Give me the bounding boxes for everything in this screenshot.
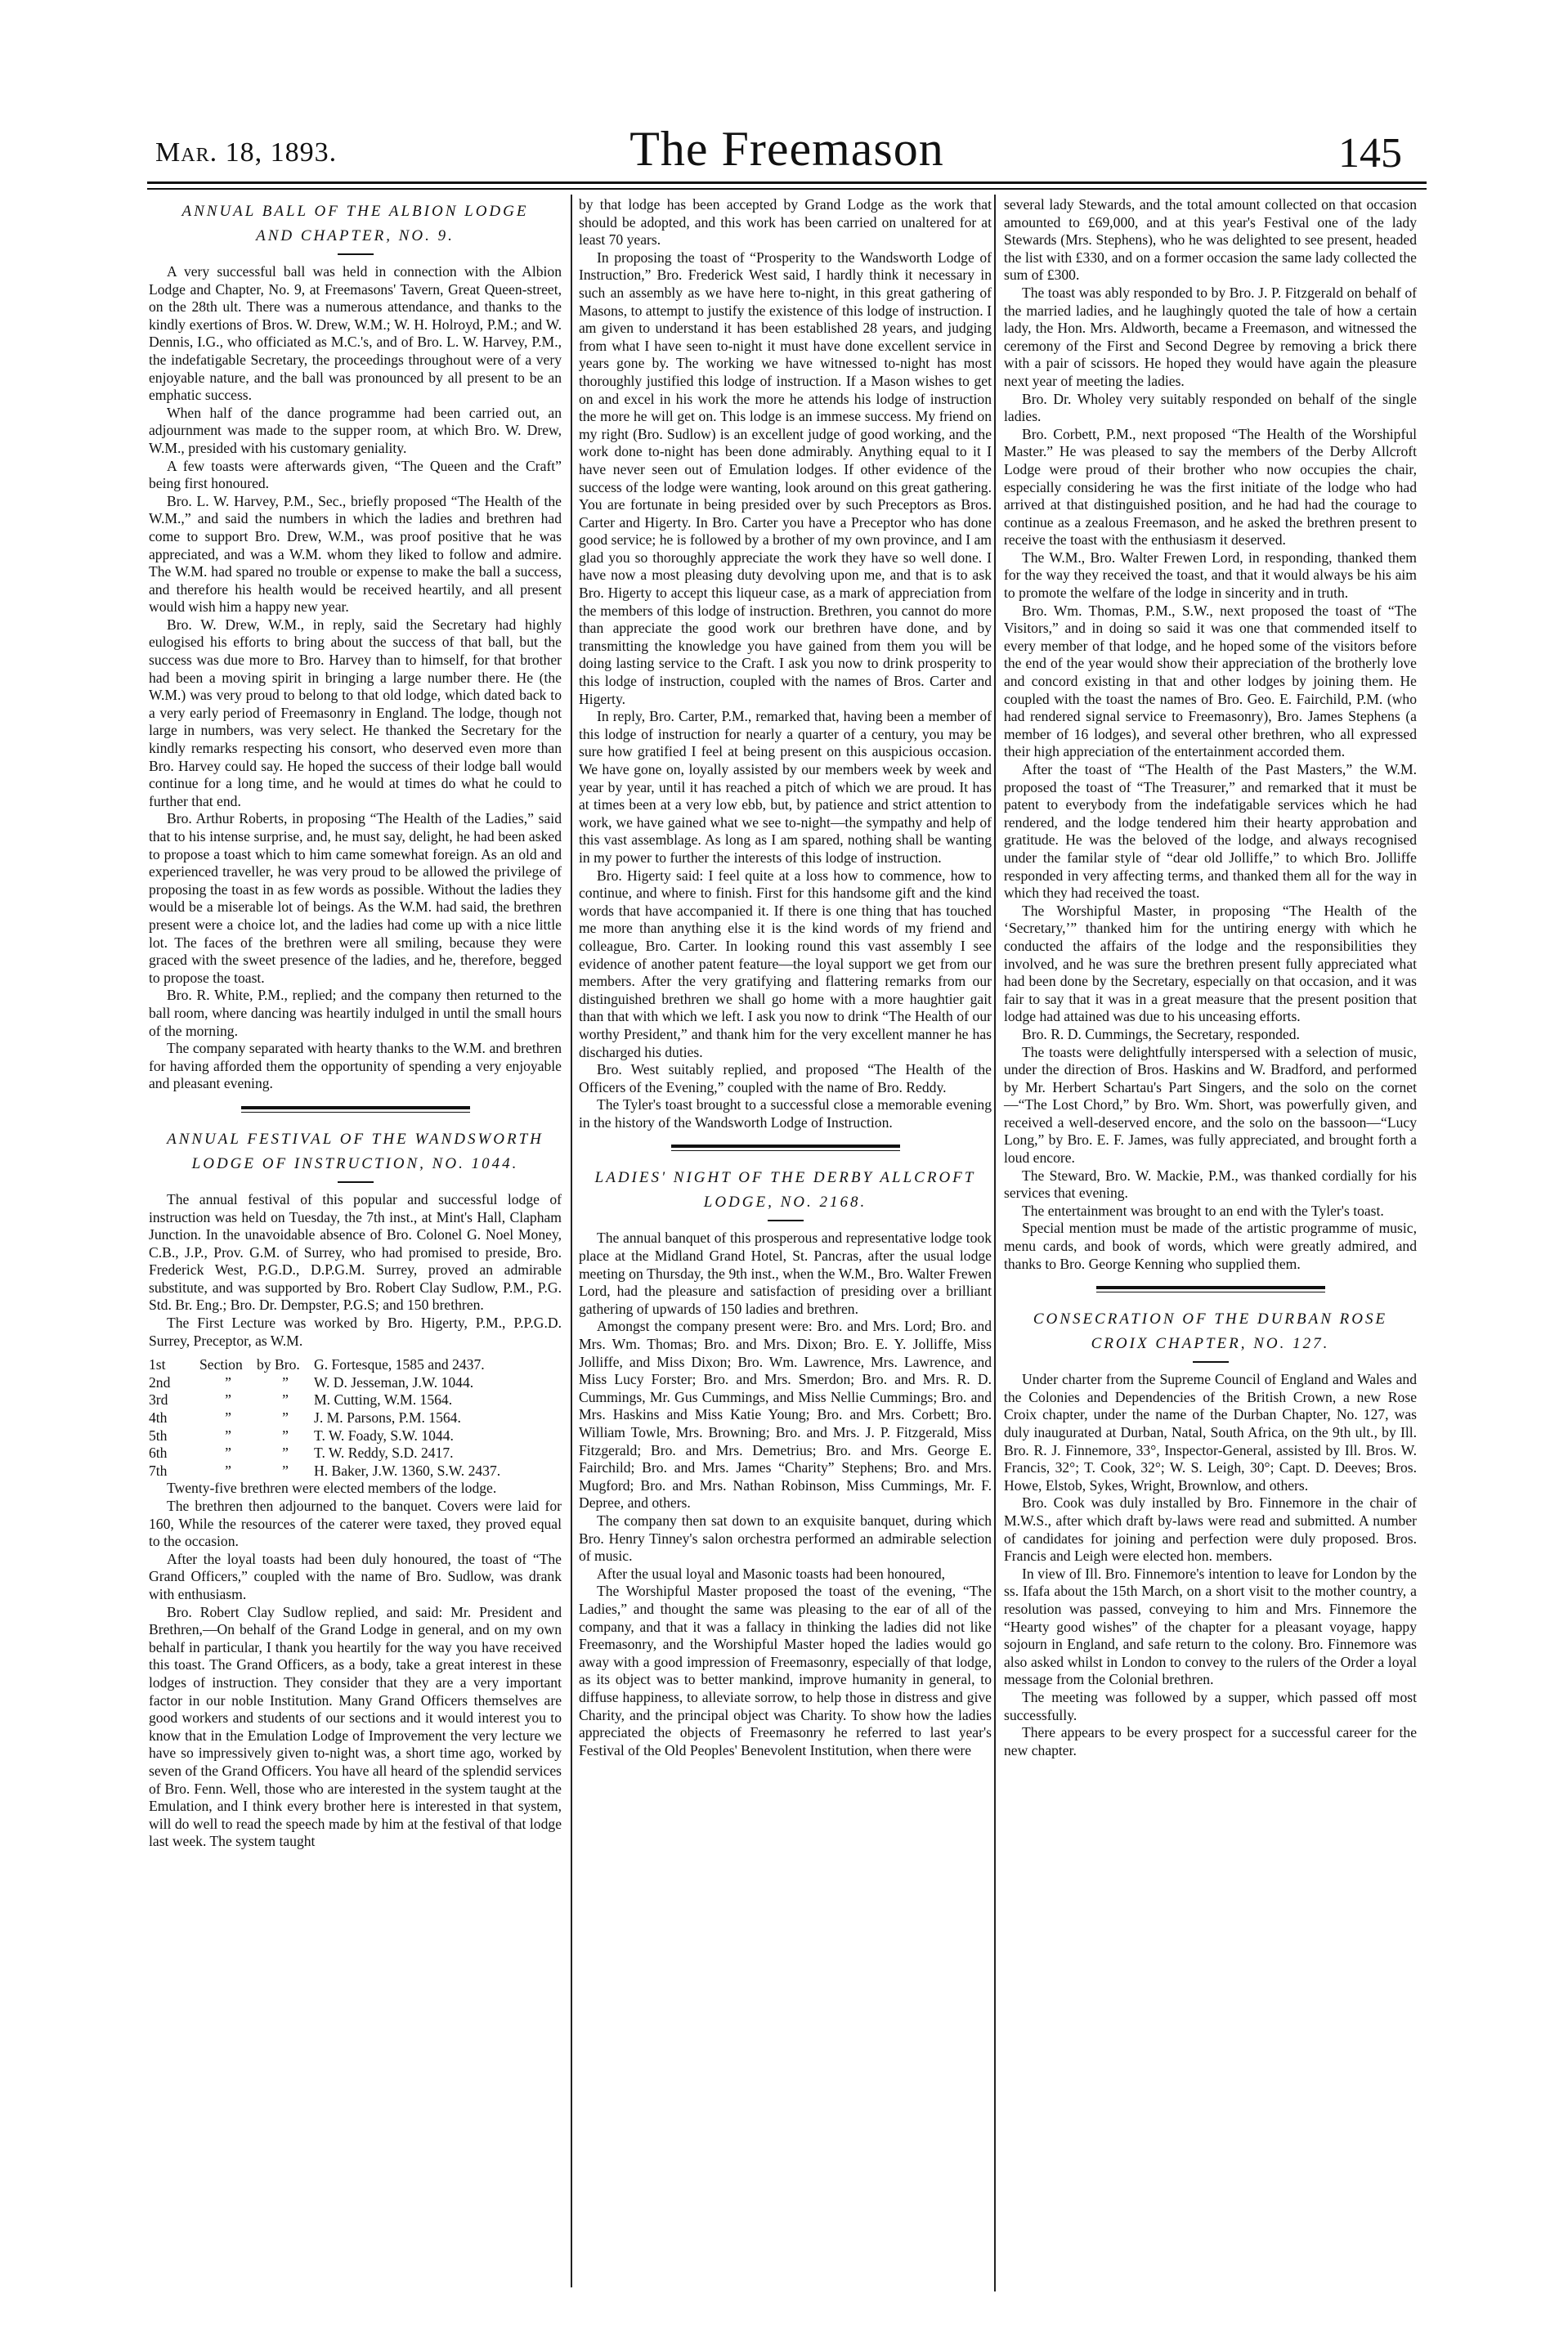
article-separator xyxy=(1096,1286,1325,1292)
paragraph: Bro. L. W. Harvey, P.M., Sec., briefly proposed “The Health of the W.M.,” and said the numbers in which the ladies and brethren had come to support Bro. Drew, W.M., was proof positive that he was appreciated, and was a W.M. whom they liked to follow and admire. The W.M. had spared no trouble or expense to make the ball a success, and therefore his health would be received heartily, and all present would wish him a happy new year. xyxy=(149,492,562,616)
table-row: 3rd ” ” M. Cutting, W.M. 1564. xyxy=(149,1391,453,1409)
heading-line: CROIX CHAPTER, NO. 127. xyxy=(1091,1335,1330,1353)
paragraph: After the loyal toasts had been duly honoured, the toast of “The Grand Officers,” coupled with the name of Bro. Sudlow, was drank with enthusiasm. xyxy=(149,1550,562,1602)
paragraph: Special mention must be made of the artistic programme of music, menu cards, and book of words, which were greatly admired, and thanks to Bro. George Kenning who supplied them. xyxy=(1004,1220,1417,1272)
paragraph: The brethren then adjourned to the banquet. Covers were laid for 160, While the resources of the caterer were taxed, they proved equal to the occasion. xyxy=(149,1498,562,1550)
paragraph: Amongst the company present were: Bro. and Mrs. Lord; Bro. and Mrs. Wm. Thomas; Bro. and Mrs. Dixon; Bro. E. Y. Jolliffe, Miss Jolliffe, and Miss Dixon; Bro. Wm. Lawrence, Mrs. Lawrence, and Miss Lucy Forster; Bro. and Mrs. Smerdon; Bro. and Mrs. R. D. Cummings, Mr. Gus Cummings, and Miss Nellie Cummings; Bro. and Mrs. Haskins and Miss Katie Young; Bro. and Mrs. Corbett; Bro. William Towle, Mrs. Browning; Bro. and Mrs. J. P. Fitzgerald, Miss Fitzgerald; Bro. and Mrs. Demetrius; Bro. and Mrs. George E. Fairchild; Bro. and Mrs. James “Charity” Stephens; Bro. and Mrs. Mugford; Bro. and Mrs. Nathan Robinson, Miss Cummings, Mr. F. Depree, and others. xyxy=(579,1318,992,1512)
paragraph: The Tyler's toast brought to a successful close a memorable evening in the history of the Wandsworth Lodge of Instruction. xyxy=(579,1096,992,1131)
page-number: 145 xyxy=(1338,130,1402,177)
paragraph: The Steward, Bro. W. Mackie, P.M., was thanked cordially for his services that evening. xyxy=(1004,1167,1417,1202)
heading-line: ANNUAL BALL OF THE ALBION LODGE xyxy=(181,203,529,220)
masthead-rule-thin xyxy=(147,188,1427,190)
paragraph: Bro. R. White, P.M., replied; and the company then returned to the ball room, where dancing was heartily indulged in until the small hours of the morning. xyxy=(149,987,562,1039)
paragraph: The Worshipful Master, in proposing “The Health of the ‘Secretary,’” thanked him for the untiring energy with which he conducted the affairs of the lodge and the responsibilities they involved, and he was sure the brethren present fully appreciated what had been done by the Secretary, especially on that occasion, and it was fair to say that it was in a great measure that the present position that lodge had attained was due to his unceasing efforts. xyxy=(1004,902,1417,1025)
issue-date: Mar. 18, 1893. xyxy=(155,137,338,168)
article-durban-rose-croix xyxy=(1004,1307,1417,1759)
paragraph: The entertainment was brought to an end with the Tyler's toast. xyxy=(1022,1202,1384,1219)
column-divider xyxy=(571,195,572,2287)
paragraph: Bro. West suitably replied, and proposed “The Health of the Officers of the Evening,” coupled with the name of Bro. Reddy. xyxy=(579,1061,992,1095)
article-separator xyxy=(671,1145,900,1151)
paragraph: The company then sat down to an exquisite banquet, during which Bro. Henry Tinney's salon orchestra performed an admirable selection of music. xyxy=(579,1512,992,1565)
masthead xyxy=(147,121,1427,178)
paragraph: Bro. Cook was duly installed by Bro. Finnemore in the chair of M.W.S., after which draft by-laws were read and submitted. A number of candidates for joining and perfection were duly proposed. Bros. Francis and Leigh were elected hon. members. xyxy=(1004,1494,1417,1565)
article-wandsworth-festival xyxy=(149,1127,562,1851)
paragraph: Bro. Robert Clay Sudlow replied, and said: Mr. President and Brethren,—On behalf of the Grand Lodge in general, and on my own behalf in particular, I thank you heartily for the way you have received this toast. The Grand Officers, as a body, take a great interest in these lodges of instruction. They consider that they are a very important factor in our noble Institution. Many Grand Officers themselves are good workers and students of our sections and it would interest you to know that in the Emulation Lodge of Improvement the very lecture we have so impressively given to-night was, a short time ago, worked by seven of the Grand Officers. You have all heard of the splendid services of Bro. Fenn. Well, those who are interested in the system taught at the Emulation, and I think every brother here is interested in that system, will do well to read the speech made by him at the festival of that lodge last week. The system taught xyxy=(149,1603,562,1850)
paragraph: Bro. W. Drew, W.M., in reply, said the Secretary had highly eulogised his efforts to bring about the success of that ball, but the success was due more to Bro. Harvey than to himself, for that brother had been a moving spirit in bringing a large number there. He (the W.M.) was very proud to belong to that old lodge, which dated back to a very early period of Freemasonry in England. The lodge, though not large in numbers, was very select. He thanked the Secretary for the kindly remarks respecting his consort, who deserved even more than Bro. Harvey could say. He hoped the success of their lodge ball would continue for a long time, and he would at times do what he could to further that end. xyxy=(149,616,562,809)
paragraph: A few toasts were afterwards given, “The Queen and the Craft” being first honoured. xyxy=(149,457,562,492)
lecture-sections-table xyxy=(149,1356,562,1480)
paragraph: Bro. Dr. Wholey very suitably responded on behalf of the single ladies. xyxy=(1004,390,1417,425)
paragraph: In reply, Bro. Carter, P.M., remarked that, having been a member of this lodge of instruction for nearly a quarter of a century, you may be sure how gratified I feel at being present on this auspicious occasion. We have gone on, loyally assisted by our members week by week and year by year, until it has reached a pitch of which we are proud. It has at times been at a very low ebb, but, by patience and strict attention to work, we have gained what we see to-night—the sympathy and help of this vast assemblage. As long as I am spared, nothing shall be wanting in my power to further the interests of this lodge of instruction. xyxy=(579,708,992,866)
paragraph: Under charter from the Supreme Council of England and Wales and the Colonies and Dependencies of the British Crown, a new Rose Croix chapter, under the name of the Durban Chapter, No. 127, was duly inaugurated at Durban, Natal, South Africa, on the 9th ult., by Ill. Bro. R. J. Finnemore, 33°, Inspector-General, assisted by Ill. Bros. W. Francis, 32°; T. Cook, 32°; W. S. Leigh, 30°; Capt. D. Deeves; Bros. Howe, Elstob, Sykes, Wright, Brownlow, and others. xyxy=(1004,1371,1417,1494)
paragraph: Bro. Higerty said: I feel quite at a loss how to commence, how to continue, and where to finish. First for this handsome gift and the kind words that have accompanied it. If there is one thing that has touched me more than anything else it is the kind words of my friend and colleague, Bro. Carter. In looking round this vast assembly I see evidence of another patent feature—the loyal support we get from our members. After the very gratifying and flattering remarks from our distinguished brethren we shall go home with a more haughtier gait than that with which we left. I ask you now to drink “The Health of our worthy President,” and thank him for the very excellent manner he has discharged his duties. xyxy=(579,867,992,1060)
paragraph: The annual banquet of this prosperous and representative lodge took place at the Midland Grand Hotel, St. Pancras, after the usual lodge meeting on Thursday, the 9th inst., when the W.M., Bro. Walter Frewen Lord, had the pleasure and satisfaction of presiding over a brilliant gathering of upwards of 150 ladies and brethren. xyxy=(579,1230,992,1317)
article-wandsworth-festival-continued xyxy=(579,196,992,1131)
paragraph: The meeting was followed by a supper, which passed off most successfully. xyxy=(1004,1688,1417,1723)
paragraph: by that lodge has been accepted by Grand Lodge as the work that should be adopted, and this work has been carried on unaltered for at least 70 years. xyxy=(579,196,992,249)
paragraph: several lady Stewards, and the total amount collected on that occasion amounted to £69,000, and at this year's Festival one of the lady Stewards (Mrs. Stephens), who he was delighted to see present, headed the list with £330, and on a former occasion the same lady collected the sum of £300. xyxy=(1004,196,1417,284)
paragraph: A very successful ball was held in connection with the Albion Lodge and Chapter, No. 9, at Freemasons' Tavern, Great Queen-street, on the 28th ult. There was a numerous attendance, and thanks to the kindly exertions of Bros. W. Drew, W.M.; W. H. Holroyd, P.M.; and W. Dennis, I.G., who officiated as M.C.'s, and of Bro. L. W. Harvey, P.M., the indefatigable Secretary, the proceedings throughout were of a very enjoyable nature, and the ball was pronounced by all present to be an emphatic success. xyxy=(149,263,562,404)
paragraph: The toast was ably responded to by Bro. J. P. Fitzgerald on behalf of the married ladies, and he laughingly quoted the tale of how a certain lady, the Hon. Mrs. Aldworth, became a Freemason, and witnessed the ceremony of the First and Second Degree by removing a brick there with a pair of scissors. He hoped they would have again the pleasure next year of meeting the ladies. xyxy=(1004,284,1417,389)
article-separator xyxy=(241,1106,470,1113)
heading-line: LODGE OF INSTRUCTION, NO. 1044. xyxy=(191,1154,519,1172)
paragraph: Bro. Wm. Thomas, P.M., S.W., next proposed the toast of “The Visitors,” and in doing so said it was one that commended itself to every member of that lodge, and he hoped some of the visitors before the end of the year would show their appreciation of the brotherly love and concord existing in that and other lodges by joining them. He coupled with the toast the names of Bro. Geo. E. Fairchild, P.M. (who had rendered signal service to Freemasonry), Bro. James Stephens (a member of 16 lodges), and several other brethren, who all expressed their high appreciation of the entertainment accorded them. xyxy=(1004,602,1417,760)
table-row: 5th ” ” T. W. Foady, S.W. 1044. xyxy=(149,1427,454,1444)
column-1 xyxy=(149,196,562,1851)
table-row: 1st Section by Bro. G. Fortesque, 1585 and 2437. xyxy=(149,1356,485,1373)
paragraph: The W.M., Bro. Walter Frewen Lord, in responding, thanked them for the way they received the toast, and that it would always be his aim to promote the welfare of the lodge in sincerity and in truth. xyxy=(1004,549,1417,602)
article-heading xyxy=(149,199,562,249)
paragraph: There appears to be every prospect for a successful career for the new chapter. xyxy=(1004,1724,1417,1758)
table-row: 2nd ” ” W. D. Jesseman, J.W. 1044. xyxy=(149,1373,474,1391)
publication-title: The Freemason xyxy=(629,122,944,176)
table-row: 6th ” ” T. W. Reddy, S.D. 2417. xyxy=(149,1445,454,1462)
article-heading xyxy=(579,1166,992,1215)
paragraph: Bro. Corbett, P.M., next proposed “The Health of the Worshipful Master.” He was pleased to say the members of the Derby Allcroft Lodge were proud of their brother who now occupies the chair, especially considering he was the first initiate of the lodge who had arrived at that distinguished position, and he had had the courage to continue as a zealous Freemason, and he asked the brethren present to receive the toast with the enthusiasm it deserved. xyxy=(1004,425,1417,549)
heading-rule xyxy=(768,1220,804,1221)
heading-rule xyxy=(338,253,374,255)
paragraph: In view of Ill. Bro. Finnemore's intention to leave for London by the ss. Ifafa about the 15th March, on a short visit to the mother country, a resolution was passed, conveying to him and Mrs. Finnemore the “Hearty good wishes” of the chapter for a pleasant voyage, happy sojourn in England, and safe return to the colony. Bro. Finnemore was also asked whilst in London to convey to the rulers of the Order a loyal message from the Colonial brethren. xyxy=(1004,1565,1417,1688)
paragraph: The company separated with hearty thanks to the W.M. and brethren for having afforded them the opportunity of spending a very enjoyable and pleasant evening. xyxy=(149,1040,562,1092)
paragraph: Bro. Arthur Roberts, in proposing “The Health of the Ladies,” said that to his intense surprise, and, he must say, delight, he had been asked to propose a toast which to him came somewhat foreign. As an old and experienced traveller, he was very proud to be allowed the privilege of proposing the toast in as few words as possible. Without the ladies they would be a miserable lot of beings. As the W.M. had said, the brethren present were a choice lot, and the ladies had come up with a nice little lot. The faces of the brethren were all smiling, because they were graced with the sweet presence of the ladies, and he, therefore, begged to propose the toast. xyxy=(149,810,562,986)
heading-rule xyxy=(338,1181,374,1183)
heading-line: AND CHAPTER, NO. 9. xyxy=(256,227,455,244)
paragraph: When half of the dance programme had been carried out, an adjournment was made to the supper room, at which Bro. W. Drew, W.M., presided with his customary geniality. xyxy=(149,404,562,456)
masthead-rule-thick xyxy=(147,181,1427,184)
paragraph: After the usual loyal and Masonic toasts had been honoured, xyxy=(597,1565,946,1582)
article-albion-ball xyxy=(149,199,562,1093)
paragraph: The First Lecture was worked by Bro. Higerty, P.M., P.P.G.D. Surrey, Preceptor, as W.M. xyxy=(149,1315,562,1349)
column-3 xyxy=(1004,196,1417,1759)
heading-line: ANNUAL FESTIVAL OF THE WANDSWORTH xyxy=(167,1130,544,1148)
article-heading xyxy=(1004,1307,1417,1356)
column-2 xyxy=(579,196,992,1759)
paragraph: Twenty-five brethren were elected members of the lodge. xyxy=(167,1480,497,1497)
heading-rule xyxy=(1193,1361,1229,1363)
heading-line: CONSECRATION OF THE DURBAN ROSE xyxy=(1033,1310,1388,1328)
article-derby-allcroft-continued xyxy=(1004,196,1417,1273)
paragraph: The annual festival of this popular and successful lodge of instruction was held on Tuesday, the 7th inst., at Mint's Hall, Clapham Junction. In the unavoidable absence of Bro. Colonel G. Noel Money, C.B., J.P., Prov. G.M. of Surrey, who had promised to preside, Bro. Frederick West, P.G.D., D.P.G.M. Surrey, proved an admirable substitute, and was supported by Bro. Robert Clay Sudlow, P.M., P.G. Std. Br. Eng.; Bro. Dr. Dempster, P.G.S; and 150 brethren. xyxy=(149,1190,562,1314)
heading-line: LADIES' NIGHT OF THE DERBY ALLCROFT xyxy=(594,1169,976,1187)
table-row: 7th ” ” H. Baker, J.W. 1360, S.W. 2437. xyxy=(149,1462,501,1479)
paragraph: The Worshipful Master proposed the toast of the evening, “The Ladies,” and thought the same was pleasing to the ear of all of the company, and that it was a fallacy in thinking the ladies did not like Freemasonry, and the Worshipful Master hoped the ladies would go away with a good impression of Freemasonry, especially of that lodge, as its object was to better mankind, improve humanity in general, to diffuse happiness, to alleviate sorrow, to help those in distress and give Charity, and the principal object was Charity. To show how the ladies appreciated the objects of Freemasonry he referred to last year's Festival of the Old Peoples' Benevolent Institution, when there were xyxy=(579,1583,992,1758)
article-heading xyxy=(149,1127,562,1176)
paragraph: Bro. R. D. Cummings, the Secretary, responded. xyxy=(1022,1025,1300,1042)
paragraph: After the toast of “The Health of the Past Masters,” the W.M. proposed the toast of “The Treasurer,” and remarked that it must be patent to everybody from the indefatigable services which he had rendered, and the lodge tendered him their hearty approbation and gratitude. He was the beloved of the lodge, and always recognised under the familar style of “dear old Jolliffe,” to which Bro. Jolliffe responded in very affecting terms, and thanked them all for the way in which they had received the toast. xyxy=(1004,761,1417,902)
column-divider xyxy=(994,195,996,2291)
table-row: 4th ” ” J. M. Parsons, P.M. 1564. xyxy=(149,1409,461,1427)
article-derby-allcroft-ladies-night xyxy=(579,1166,992,1759)
paragraph: In proposing the toast of “Prosperity to the Wandsworth Lodge of Instruction,” Bro. Frederick West said, I hardly think it necessary in such an assembly as we have here to-night, in this great gathering of Masons, to attempt to justify the existence of this lodge of instruction. I am given to understand it has been established 28 years, and judging from what I have seen to-night it must have done excellent service in years gone by. The working we have witnessed to-night has most thoroughly justified this lodge of instruction. If a Mason wishes to get on and excel in his work the more he attends his lodge of instruction the more he will get on. This lodge is an immese success. My friend on my right (Bro. Sudlow) is an excellent judge of good working, and the work done to-night has been done admirably. Anything equal to it I have never seen out of Emulation lodges. If other evidence of the success of the lodge were wanting, look around on this great gathering. You are fortunate in being presided over by such Preceptors as Bros. Carter and Higerty. In Bro. Carter you have a Preceptor who has done good service; he is followed by a brother of my own province, and I am glad you so thoroughly appreciate the work they have so well done. I have now a most pleasing duty devolving upon me, and that is to ask Bro. Higerty to accept this liqueur case, as a mark of appreciation from the members of this lodge of instruction. Brethren, you cannot do more than appreciate the good work our brethren have done, and by transmitting the knowledge you have gained from them you will be doing lasting service to the Craft. I ask you now to drink prosperity to this lodge of instruction, coupled with the names of Bros. Carter and Higerty. xyxy=(579,249,992,707)
heading-line: LODGE, NO. 2168. xyxy=(703,1194,867,1212)
paragraph: The toasts were delightfully interspersed with a selection of music, under the direction of Bros. Haskins and W. Bradford, and performed by Mr. Herbert Schartau's Part Singers, and the solo on the cornet—“The Lost Chord,” by Bro. Wm. Short, was powerfully given, and received a well-deserved encore, and the solo on the bassoon—“Lucy Long,” by Bro. E. F. James, was fully appreciated, and brought forth a loud encore. xyxy=(1004,1043,1417,1167)
